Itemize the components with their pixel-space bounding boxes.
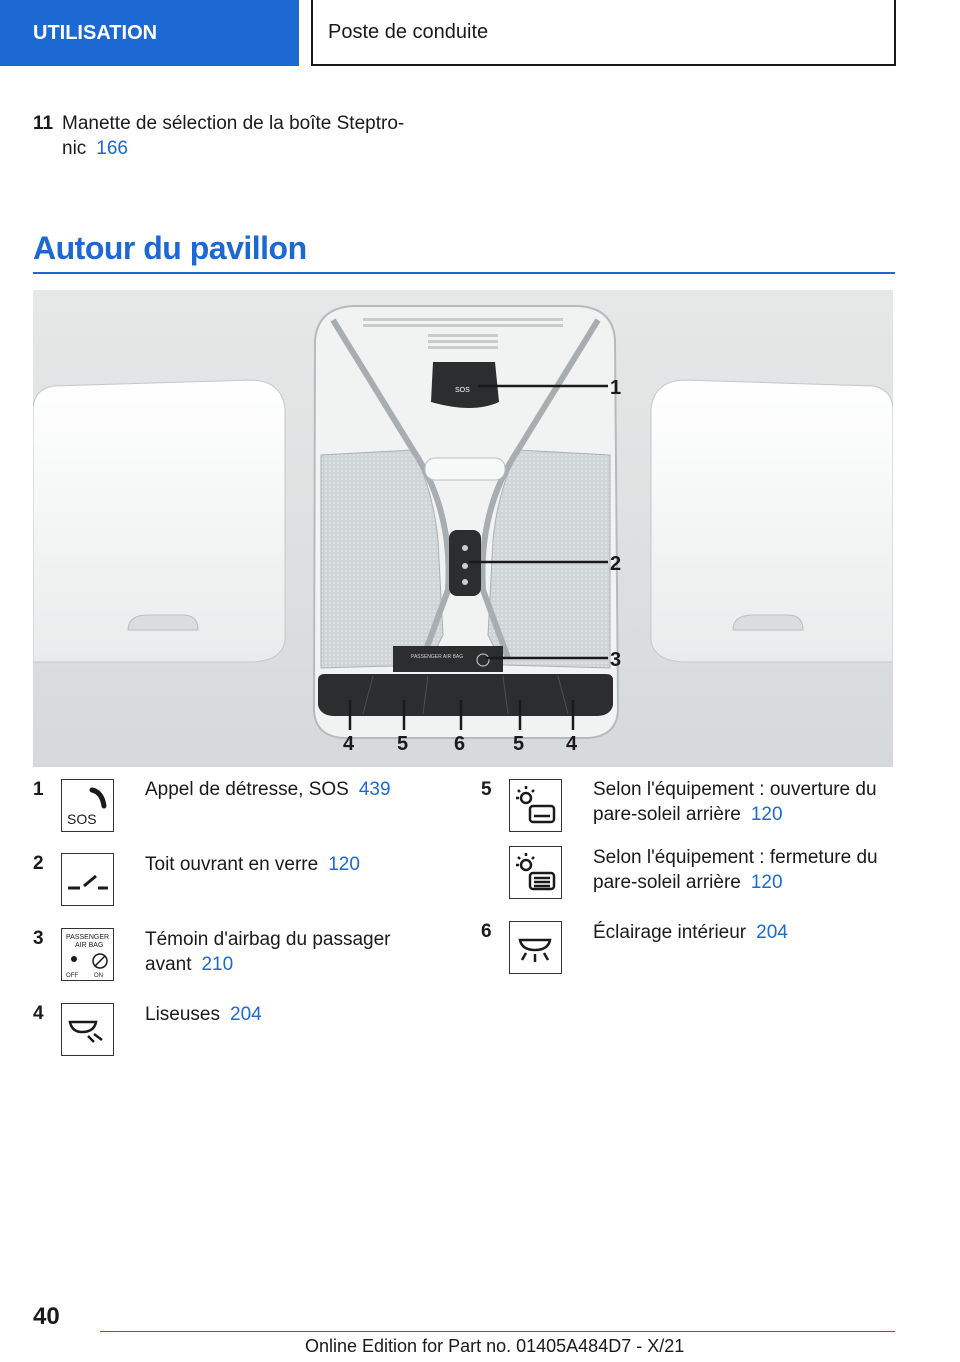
page-ref-link[interactable]: 204 bbox=[756, 922, 788, 943]
passenger-airbag-indicator-icon bbox=[61, 928, 114, 981]
legend-text-3: Témoin d'airbag du passager avant 210 bbox=[145, 929, 391, 975]
header-section-label: UTILISATION bbox=[33, 21, 158, 44]
page-ref-link[interactable]: 210 bbox=[201, 954, 234, 975]
page-number: 40 bbox=[33, 1303, 60, 1330]
header-section-tab bbox=[0, 0, 299, 66]
figure-sos-label: SOS bbox=[455, 387, 470, 394]
legend-number-3: 3 bbox=[33, 928, 44, 949]
page-ref-link[interactable]: 120 bbox=[750, 872, 783, 893]
svg-text:OFF: OFF bbox=[66, 973, 78, 979]
legend-text-4: Liseuses 204 bbox=[145, 1004, 262, 1025]
reading-light-icon bbox=[61, 1003, 114, 1056]
rear-sunblind-open-icon bbox=[509, 779, 562, 832]
legend-number-4: 4 bbox=[33, 1003, 44, 1024]
item-text: Manette de sélection de la boîte Steptro-nic bbox=[62, 113, 405, 159]
legend-number-2: 2 bbox=[33, 853, 44, 874]
callout-6: 6 bbox=[454, 733, 466, 755]
svg-text:AIR BAG: AIR BAG bbox=[75, 942, 104, 949]
svg-text:SOS: SOS bbox=[67, 811, 97, 827]
legend-number-1: 1 bbox=[33, 779, 44, 800]
callout-1: 1 bbox=[610, 377, 622, 399]
legend-text-5: Selon l'équipement : ouverture du pare-soleil arrière 120 bbox=[593, 779, 877, 825]
legend-number-6: 6 bbox=[481, 921, 492, 942]
callout-4-left: 4 bbox=[343, 733, 355, 755]
callout-5-left: 5 bbox=[397, 733, 409, 755]
page-ref-link[interactable]: 120 bbox=[328, 854, 360, 875]
list-item-11 bbox=[33, 111, 413, 161]
page-ref-link[interactable]: 120 bbox=[750, 804, 783, 825]
footer-edition: Online Edition for Part no. 01405A484D7 - X/21 bbox=[305, 1336, 685, 1356]
item-number: 11 bbox=[33, 113, 54, 134]
legend-text-2: Toit ouvrant en verre 120 bbox=[145, 854, 360, 875]
legend-text-5b: Selon l'équipement : fermeture du pare-soleil arrière 120 bbox=[593, 847, 878, 893]
title-underline bbox=[33, 272, 895, 274]
callout-4-right: 4 bbox=[566, 733, 578, 755]
header-chapter bbox=[311, 0, 896, 66]
svg-text:ON: ON bbox=[94, 973, 103, 979]
rear-sunblind-close-icon bbox=[509, 846, 562, 899]
legend-text-6: Éclairage intérieur 204 bbox=[593, 922, 788, 943]
legend-text-1: Appel de détresse, SOS 439 bbox=[145, 779, 391, 800]
figure-airbag-label: PASSENGER AIR BAG bbox=[411, 654, 464, 660]
page-ref-link[interactable]: 439 bbox=[358, 779, 391, 800]
page-ref-link[interactable]: 204 bbox=[230, 1004, 262, 1025]
header-chapter-label: Poste de conduite bbox=[328, 20, 489, 43]
callout-2: 2 bbox=[610, 553, 622, 575]
sos-icon bbox=[61, 779, 114, 832]
section-title: Autour du pavillon bbox=[33, 230, 307, 266]
glass-roof-tilt-icon bbox=[61, 853, 114, 906]
footer-rule bbox=[100, 1331, 895, 1332]
callout-3: 3 bbox=[610, 649, 622, 671]
legend-number-5: 5 bbox=[481, 779, 492, 800]
svg-text:PASSENGER: PASSENGER bbox=[66, 934, 110, 941]
page-ref-link[interactable]: 166 bbox=[96, 138, 128, 159]
overhead-console-illustration bbox=[33, 290, 893, 767]
callout-5-right: 5 bbox=[513, 733, 525, 755]
interior-light-icon bbox=[509, 921, 562, 974]
